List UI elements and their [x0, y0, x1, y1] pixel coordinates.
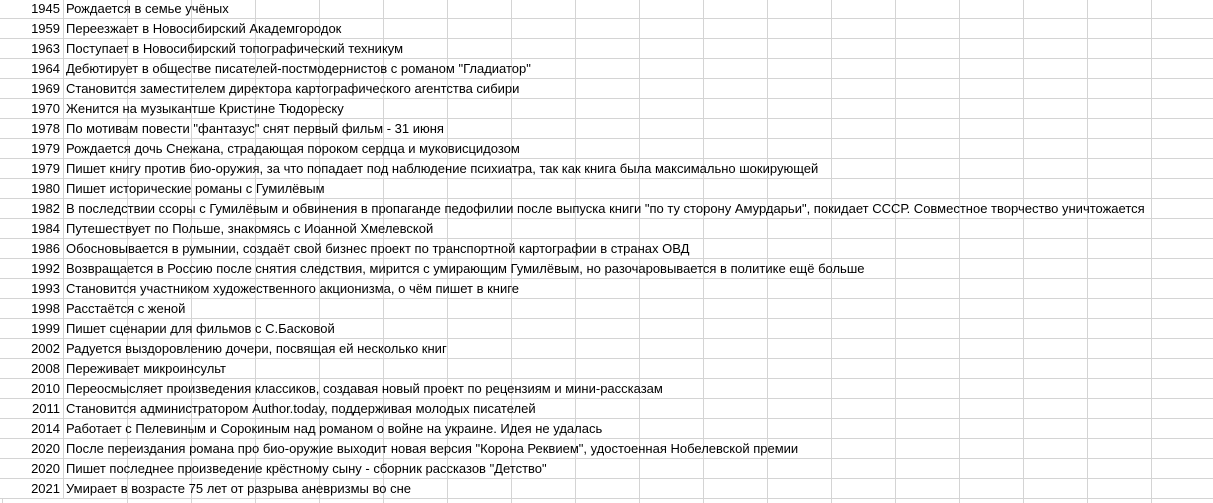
- table-row: [0, 479, 1213, 499]
- event-cell[interactable]: Поступает в Новосибирский топографический техникум: [66, 41, 404, 56]
- event-cell[interactable]: Пишет книгу против био-оружия, за что попадает под наблюдение психиатра, так как книга была максимально шокирующей: [66, 161, 819, 176]
- event-cell[interactable]: Пишет исторические романы с Гумилёвым: [66, 181, 325, 196]
- table-row: [0, 439, 1213, 459]
- year-cell[interactable]: 1979: [0, 159, 64, 178]
- event-cell[interactable]: Становится участником художественного акционизма, о чём пишет в книге: [66, 281, 519, 296]
- year-cell[interactable]: 1986: [0, 239, 64, 258]
- year-cell[interactable]: 1984: [0, 219, 64, 238]
- table-row: [0, 379, 1213, 399]
- year-cell[interactable]: 2014: [0, 419, 64, 438]
- table-row: [0, 39, 1213, 59]
- event-cell[interactable]: Обосновывается в румынии, создаёт свой бизнес проект по транспортной картографии в странах ОВД: [66, 241, 690, 256]
- table-row: [0, 459, 1213, 479]
- table-row: [0, 219, 1213, 239]
- event-cell[interactable]: Расстаётся с женой: [66, 301, 186, 316]
- event-cell[interactable]: Дебютирует в обществе писателей-постмодернистов с романом "Гладиатор": [66, 61, 531, 76]
- table-row: [0, 279, 1213, 299]
- event-cell[interactable]: После переиздания романа про био-оружие выходит новая версия "Корона Реквием", удостоенная Нобелевской премии: [66, 441, 799, 456]
- year-cell[interactable]: 2011: [0, 399, 64, 418]
- table-row: [0, 179, 1213, 199]
- event-cell[interactable]: Умирает в возрасте 75 лет от разрыва аневризмы во сне: [66, 481, 412, 496]
- year-cell[interactable]: 1959: [0, 19, 64, 38]
- table-row: [0, 259, 1213, 279]
- event-cell[interactable]: Пишет последнее произведение крёстному сыну - сборник рассказов "Детство": [66, 461, 547, 476]
- event-cell[interactable]: Становится заместителем директора картографического агентства сибири: [66, 81, 520, 96]
- year-cell[interactable]: 2010: [0, 379, 64, 398]
- event-cell[interactable]: Рождается в семье учёных: [66, 1, 229, 16]
- table-row: [0, 19, 1213, 39]
- year-cell[interactable]: 2002: [0, 339, 64, 358]
- event-cell[interactable]: Радуется выздоровлению дочери, посвящая ей несколько книг: [66, 341, 447, 356]
- year-cell[interactable]: 1970: [0, 99, 64, 118]
- event-cell[interactable]: Путешествует по Польше, знакомясь с Иоанной Хмелевской: [66, 221, 434, 236]
- table-row: [0, 139, 1213, 159]
- event-cell[interactable]: Переезжает в Новосибирский Академгородок: [66, 21, 342, 36]
- table-row: [0, 359, 1213, 379]
- table-row: [0, 299, 1213, 319]
- year-cell[interactable]: 1982: [0, 199, 64, 218]
- year-cell[interactable]: 2020: [0, 459, 64, 478]
- table-row: [0, 119, 1213, 139]
- table-row: [0, 199, 1213, 219]
- event-cell[interactable]: Женится на музыкантше Кристине Тюдореску: [66, 101, 344, 116]
- table-row: [0, 339, 1213, 359]
- year-cell[interactable]: 1992: [0, 259, 64, 278]
- year-cell[interactable]: 1964: [0, 59, 64, 78]
- table-row: [0, 399, 1213, 419]
- year-cell[interactable]: 1998: [0, 299, 64, 318]
- table-row: [0, 239, 1213, 259]
- table-row: [0, 99, 1213, 119]
- table-row: [0, 159, 1213, 179]
- table-row: [0, 319, 1213, 339]
- table-row: [0, 79, 1213, 99]
- event-cell[interactable]: Пишет сценарии для фильмов с С.Басковой: [66, 321, 335, 336]
- year-cell[interactable]: 1978: [0, 119, 64, 138]
- event-cell[interactable]: Рождается дочь Снежана, страдающая пороком сердца и муковисцидозом: [66, 141, 520, 156]
- event-cell[interactable]: Становится администратором Author.today, поддерживая молодых писателей: [66, 401, 536, 416]
- year-cell[interactable]: 1963: [0, 39, 64, 58]
- table-row: [0, 59, 1213, 79]
- event-cell[interactable]: По мотивам повести "фантазус" снят первый фильм - 31 июня: [66, 121, 444, 136]
- year-cell[interactable]: 1980: [0, 179, 64, 198]
- event-cell[interactable]: В последствии ссоры с Гумилёвым и обвинения в пропаганде педофилии после выпуска книги "по ту сторону Амурдарьи", покидает СССР. Совместное творчество уничтожается: [66, 201, 1145, 216]
- year-cell[interactable]: 1969: [0, 79, 64, 98]
- year-cell[interactable]: 2021: [0, 479, 64, 498]
- table-row: [0, 419, 1213, 439]
- event-cell[interactable]: Переживает микроинсульт: [66, 361, 226, 376]
- year-cell[interactable]: 2008: [0, 359, 64, 378]
- event-cell[interactable]: Переосмысляет произведения классиков, создавая новый проект по рецензиям и мини-рассказам: [66, 381, 663, 396]
- year-cell[interactable]: 1945: [0, 0, 64, 18]
- event-cell[interactable]: Работает с Пелевиным и Сорокиным над романом о войне на украине. Идея не удалась: [66, 421, 603, 436]
- table-row: [0, 0, 1213, 19]
- year-cell[interactable]: 2020: [0, 439, 64, 458]
- year-cell[interactable]: 1979: [0, 139, 64, 158]
- event-cell[interactable]: Возвращается в Россию после снятия следствия, мирится с умирающим Гумилёвым, но разочаровывается в политике ещё больше: [66, 261, 865, 276]
- year-cell[interactable]: 1993: [0, 279, 64, 298]
- year-cell[interactable]: 1999: [0, 319, 64, 338]
